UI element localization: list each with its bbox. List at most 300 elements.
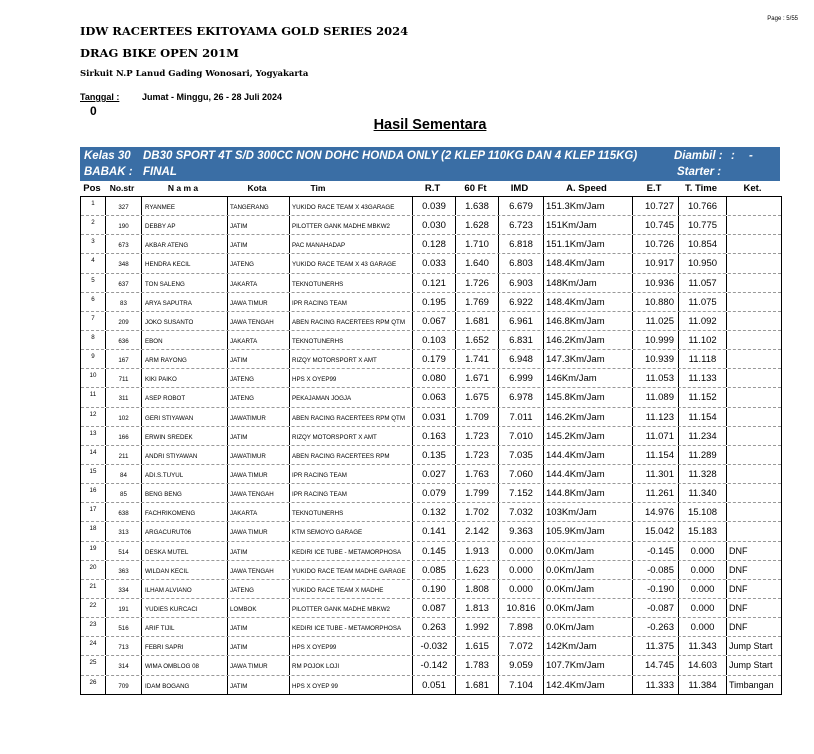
elapsed-time: 11.261 xyxy=(632,484,678,502)
start-number: 638 xyxy=(105,503,141,521)
team-name: HPS X OYEP99 xyxy=(289,369,412,387)
reaction-time: 0.103 xyxy=(412,331,455,349)
imd-time: 7.010 xyxy=(498,427,543,445)
imd-time: 7.152 xyxy=(498,484,543,502)
header-no: No.str xyxy=(109,183,135,193)
sixty-ft-time: 1.671 xyxy=(455,369,498,387)
remark: DNF xyxy=(726,599,781,617)
rider-city: JATENG xyxy=(227,580,289,598)
pos-cell: 19 xyxy=(89,544,97,552)
start-number: 636 xyxy=(105,331,141,349)
rider-name: KIKI PAIKO xyxy=(141,369,227,387)
team-name: RIZQY MOTORSPORT X AMT xyxy=(289,427,412,445)
pos-cell: 3 xyxy=(91,238,95,246)
team-name: YUKIDO RACE TEAM X 43 GARAGE xyxy=(289,254,412,272)
team-name: ABEN RACING RACERTEES RPM QTM xyxy=(289,408,412,426)
imd-time: 6.903 xyxy=(498,274,543,292)
results-title: Hasil Sementara xyxy=(373,117,487,133)
sixty-ft-time: 1.808 xyxy=(455,580,498,598)
sixty-ft-time: 1.813 xyxy=(455,599,498,617)
sixty-ft-time: 1.681 xyxy=(455,676,498,694)
team-name: HPS X OYEP 99 xyxy=(289,676,412,694)
start-number: 85 xyxy=(105,484,141,502)
pos-cell: 22 xyxy=(89,601,97,609)
reaction-time: 0.079 xyxy=(412,484,455,502)
reaction-time: 0.128 xyxy=(412,235,455,253)
rider-city: JATIM xyxy=(227,542,289,560)
rider-city: JAWA TENGAH xyxy=(227,484,289,502)
venue: Sirkuit N.P Lanud Gading Wonosari, Yogyakarta xyxy=(80,69,309,79)
reaction-time: 0.030 xyxy=(412,216,455,234)
imd-time: 10.816 xyxy=(498,599,543,617)
team-name: YUKIDO RACE TEAM X MADHE xyxy=(289,580,412,598)
table-row xyxy=(81,446,781,465)
rider-city: JATIM xyxy=(227,676,289,694)
rider-city: JAWA TENGAH xyxy=(227,312,289,330)
babak-label: BABAK : xyxy=(84,166,133,178)
total-time: 0.000 xyxy=(678,580,726,598)
reaction-time: 0.135 xyxy=(412,446,455,464)
total-time: 15.108 xyxy=(678,503,726,521)
reaction-time: 0.179 xyxy=(412,350,455,368)
total-time: 11.343 xyxy=(678,637,726,655)
reaction-time: 0.163 xyxy=(412,427,455,445)
reaction-time: 0.141 xyxy=(412,522,455,540)
remark: Jump Start xyxy=(726,656,781,674)
imd-time: 6.999 xyxy=(498,369,543,387)
rider-city: JAKARTA xyxy=(227,274,289,292)
team-name: YUKIDO RACE TEAM X 43GARAGE xyxy=(289,197,412,215)
avg-speed: 105.9Km/Jam xyxy=(543,522,632,540)
rider-city: JAWA TIMUR xyxy=(227,293,289,311)
rider-name: TON SALENG xyxy=(141,274,227,292)
start-number: 190 xyxy=(105,216,141,234)
remark xyxy=(726,312,781,330)
pos-cell: 16 xyxy=(89,487,97,495)
elapsed-time: -0.087 xyxy=(632,599,678,617)
avg-speed: 142Km/Jam xyxy=(543,637,632,655)
pos-cell: 2 xyxy=(91,219,95,227)
remark xyxy=(726,369,781,387)
elapsed-time: -0.190 xyxy=(632,580,678,598)
start-number: 313 xyxy=(105,522,141,540)
table-row xyxy=(81,388,781,407)
total-time: 11.152 xyxy=(678,388,726,406)
reaction-time: 0.263 xyxy=(412,618,455,636)
rider-name: JOKO SUSANTO xyxy=(141,312,227,330)
pos-cell: 13 xyxy=(89,429,97,437)
avg-speed: 151.1Km/Jam xyxy=(543,235,632,253)
imd-time: 7.032 xyxy=(498,503,543,521)
start-number: 311 xyxy=(105,388,141,406)
reaction-time: 0.033 xyxy=(412,254,455,272)
table-row xyxy=(81,503,781,522)
event-title: IDW RACERTEES EKITOYAMA GOLD SERIES 2024 xyxy=(80,24,409,38)
elapsed-time: 11.333 xyxy=(632,676,678,694)
elapsed-time: 11.154 xyxy=(632,446,678,464)
total-time: 11.118 xyxy=(678,350,726,368)
date-value: Jumat - Minggu, 26 - 28 Juli 2024 xyxy=(142,92,283,102)
rider-name: DEBBY AP xyxy=(141,216,227,234)
team-name: RIZQY MOTORSPORT X AMT xyxy=(289,350,412,368)
total-time: 11.154 xyxy=(678,408,726,426)
elapsed-time: 10.880 xyxy=(632,293,678,311)
remark: DNF xyxy=(726,618,781,636)
pos-cell: 21 xyxy=(89,582,97,590)
elapsed-time: 11.053 xyxy=(632,369,678,387)
pos-cell: 25 xyxy=(89,659,97,667)
reaction-time: 0.039 xyxy=(412,197,455,215)
table-row xyxy=(81,676,781,694)
imd-time: 6.723 xyxy=(498,216,543,234)
reaction-time: 0.132 xyxy=(412,503,455,521)
pos-cell: 17 xyxy=(89,506,97,514)
elapsed-time: -0.085 xyxy=(632,561,678,579)
reaction-time: 0.067 xyxy=(412,312,455,330)
rider-name: ARYA SAPUTRA xyxy=(141,293,227,311)
remark xyxy=(726,235,781,253)
avg-speed: 0.0Km/Jam xyxy=(543,561,632,579)
imd-time: 0.000 xyxy=(498,580,543,598)
start-number: 167 xyxy=(105,350,141,368)
pos-cell: 20 xyxy=(89,563,97,571)
start-number: 83 xyxy=(105,293,141,311)
team-name: PAC MANAHADAP xyxy=(289,235,412,253)
rider-name: ASEP ROBOT xyxy=(141,388,227,406)
avg-speed: 148Km/Jam xyxy=(543,274,632,292)
elapsed-time: 10.917 xyxy=(632,254,678,272)
header-60ft: 60 Ft xyxy=(464,183,487,194)
reaction-time: -0.142 xyxy=(412,656,455,674)
rider-name: RYANMEE xyxy=(141,197,227,215)
elapsed-time: 11.025 xyxy=(632,312,678,330)
imd-time: 9.059 xyxy=(498,656,543,674)
reaction-time: 0.027 xyxy=(412,465,455,483)
team-name: IPR RACING TEAM xyxy=(289,484,412,502)
team-name: PEKAJAMAN JOGJA xyxy=(289,388,412,406)
avg-speed: 103Km/Jam xyxy=(543,503,632,521)
elapsed-time: 14.976 xyxy=(632,503,678,521)
reaction-time: 0.145 xyxy=(412,542,455,560)
imd-time: 6.679 xyxy=(498,197,543,215)
imd-time: 0.000 xyxy=(498,542,543,560)
header-ket: Ket. xyxy=(743,183,762,194)
imd-time: 7.011 xyxy=(498,408,543,426)
remark xyxy=(726,408,781,426)
start-number: 191 xyxy=(105,599,141,617)
total-time: 0.000 xyxy=(678,618,726,636)
rider-name: IDAM BOGANG xyxy=(141,676,227,694)
rider-city: JAWATIMUR xyxy=(227,446,289,464)
remark xyxy=(726,254,781,272)
header-speed: A. Speed xyxy=(566,183,607,194)
team-name: IPR RACING TEAM xyxy=(289,465,412,483)
remark xyxy=(726,465,781,483)
pos-cell: 24 xyxy=(89,640,97,648)
team-name: RM POJOK LOJI xyxy=(289,656,412,674)
start-number: 516 xyxy=(105,618,141,636)
total-time: 14.603 xyxy=(678,656,726,674)
remark xyxy=(726,331,781,349)
table-row xyxy=(81,350,781,369)
elapsed-time: 10.726 xyxy=(632,235,678,253)
team-name: HPS X OYEP99 xyxy=(289,637,412,655)
start-number: 514 xyxy=(105,542,141,560)
team-name: TEKNOTUNERHS xyxy=(289,331,412,349)
table-row xyxy=(81,274,781,293)
rider-name: ILHAM ALVIANO xyxy=(141,580,227,598)
team-name: KEDIRI ICE TUBE - METAMORPHOSA xyxy=(289,618,412,636)
table-row xyxy=(81,561,781,580)
reaction-time: 0.080 xyxy=(412,369,455,387)
avg-speed: 146.2Km/Jam xyxy=(543,408,632,426)
table-row xyxy=(81,312,781,331)
rider-name: ADI.S.TUYUL xyxy=(141,465,227,483)
table-row xyxy=(81,656,781,675)
sixty-ft-time: 1.702 xyxy=(455,503,498,521)
imd-time: 6.922 xyxy=(498,293,543,311)
avg-speed: 107.7Km/Jam xyxy=(543,656,632,674)
imd-time: 7.072 xyxy=(498,637,543,655)
total-time: 0.000 xyxy=(678,561,726,579)
diambil-value: : xyxy=(731,150,735,162)
rider-name: EBON xyxy=(141,331,227,349)
imd-time: 6.948 xyxy=(498,350,543,368)
total-time: 11.102 xyxy=(678,331,726,349)
class-banner xyxy=(80,147,780,181)
header-ttime: T. Time xyxy=(684,183,718,194)
remark: DNF xyxy=(726,542,781,560)
table-row xyxy=(81,293,781,312)
start-number: 84 xyxy=(105,465,141,483)
remark xyxy=(726,388,781,406)
rider-name: ARM RAYONG xyxy=(141,350,227,368)
rider-name: DESKA MUTEL xyxy=(141,542,227,560)
remark xyxy=(726,293,781,311)
reaction-time: -0.032 xyxy=(412,637,455,655)
total-time: 10.854 xyxy=(678,235,726,253)
sixty-ft-time: 1.675 xyxy=(455,388,498,406)
team-name: PILOTTER GANK MADHE MBKW2 xyxy=(289,216,412,234)
header-et: E.T xyxy=(646,183,662,194)
remark xyxy=(726,522,781,540)
rider-city: TANGERANG xyxy=(227,197,289,215)
reaction-time: 0.121 xyxy=(412,274,455,292)
imd-time: 9.363 xyxy=(498,522,543,540)
elapsed-time: 10.999 xyxy=(632,331,678,349)
table-row xyxy=(81,235,781,254)
header-rt: R.T xyxy=(424,183,441,194)
sixty-ft-time: 1.763 xyxy=(455,465,498,483)
table-row xyxy=(81,369,781,388)
reaction-time: 0.195 xyxy=(412,293,455,311)
remark xyxy=(726,274,781,292)
avg-speed: 144.8Km/Jam xyxy=(543,484,632,502)
start-number: 209 xyxy=(105,312,141,330)
rider-city: JAWA TENGAH xyxy=(227,561,289,579)
total-time: 11.234 xyxy=(678,427,726,445)
avg-speed: 145.2Km/Jam xyxy=(543,427,632,445)
rider-city: JATIM xyxy=(227,618,289,636)
elapsed-time: 10.727 xyxy=(632,197,678,215)
table-row xyxy=(81,637,781,656)
rider-name: HENDRA KECIL xyxy=(141,254,227,272)
total-time: 11.092 xyxy=(678,312,726,330)
team-name: YUKIDO RACE TEAM MADHE GARAGE xyxy=(289,561,412,579)
rider-city: JATENG xyxy=(227,388,289,406)
sixty-ft-time: 1.783 xyxy=(455,656,498,674)
sixty-ft-time: 1.723 xyxy=(455,446,498,464)
start-number: 709 xyxy=(105,676,141,694)
header-name: N a m a xyxy=(167,183,199,193)
avg-speed: 144.4Km/Jam xyxy=(543,446,632,464)
sixty-ft-time: 1.741 xyxy=(455,350,498,368)
rider-city: LOMBOK xyxy=(227,599,289,617)
event-subtitle: DRAG BIKE OPEN 201M xyxy=(80,46,239,60)
rider-name: WIMA OMBLOG 08 xyxy=(141,656,227,674)
table-row xyxy=(81,216,781,235)
start-number: 713 xyxy=(105,637,141,655)
sixty-ft-time: 1.726 xyxy=(455,274,498,292)
total-time: 11.075 xyxy=(678,293,726,311)
table-row xyxy=(81,408,781,427)
rider-name: WILDAN KECIL xyxy=(141,561,227,579)
reaction-time: 0.051 xyxy=(412,676,455,694)
start-number: 166 xyxy=(105,427,141,445)
babak-value: FINAL xyxy=(143,166,177,178)
pos-cell: 10 xyxy=(89,372,97,380)
avg-speed: 142.4Km/Jam xyxy=(543,676,632,694)
table-row xyxy=(81,522,781,541)
table-row xyxy=(81,427,781,446)
rider-city: JATIM xyxy=(227,216,289,234)
rider-name: GERI STIYAWAN xyxy=(141,408,227,426)
date-label: Tanggal : xyxy=(80,92,120,102)
elapsed-time: 15.042 xyxy=(632,522,678,540)
elapsed-time: -0.145 xyxy=(632,542,678,560)
avg-speed: 146Km/Jam xyxy=(543,369,632,387)
team-name: KTM SEMOYO GARAGE xyxy=(289,522,412,540)
elapsed-time: 10.939 xyxy=(632,350,678,368)
table-row xyxy=(81,542,781,561)
table-row xyxy=(81,484,781,503)
sixty-ft-time: 1.652 xyxy=(455,331,498,349)
avg-speed: 148.4Km/Jam xyxy=(543,293,632,311)
header-pos: Pos xyxy=(83,183,101,194)
remark xyxy=(726,503,781,521)
imd-time: 6.961 xyxy=(498,312,543,330)
start-number: 711 xyxy=(105,369,141,387)
avg-speed: 0.0Km/Jam xyxy=(543,618,632,636)
start-number: 673 xyxy=(105,235,141,253)
table-row xyxy=(81,465,781,484)
rider-name: AKBAR ATENG xyxy=(141,235,227,253)
remark: Jump Start xyxy=(726,637,781,655)
rider-city: JATIM xyxy=(227,637,289,655)
sixty-ft-time: 1.638 xyxy=(455,197,498,215)
remark xyxy=(726,197,781,215)
elapsed-time: 11.301 xyxy=(632,465,678,483)
results-table xyxy=(80,196,782,695)
sixty-ft-time: 1.769 xyxy=(455,293,498,311)
team-name: TEKNOTUNERHS xyxy=(289,274,412,292)
total-time: 11.384 xyxy=(678,676,726,694)
rider-city: JAKARTA xyxy=(227,503,289,521)
header-imd: IMD xyxy=(510,183,529,194)
diambil-label: Diambil : xyxy=(674,150,723,162)
imd-time: 7.060 xyxy=(498,465,543,483)
elapsed-time: 10.936 xyxy=(632,274,678,292)
total-time: 11.057 xyxy=(678,274,726,292)
avg-speed: 0.0Km/Jam xyxy=(543,580,632,598)
remark xyxy=(726,484,781,502)
team-name: PILOTTER GANK MADHE MBKW2 xyxy=(289,599,412,617)
start-number: 363 xyxy=(105,561,141,579)
reaction-time: 0.085 xyxy=(412,561,455,579)
elapsed-time: 14.745 xyxy=(632,656,678,674)
remark: DNF xyxy=(726,580,781,598)
table-row xyxy=(81,599,781,618)
table-row xyxy=(81,580,781,599)
team-name: ABEN RACING RACERTEES RPM QTM xyxy=(289,312,412,330)
start-number: 334 xyxy=(105,580,141,598)
rider-city: JAWA TIMUR xyxy=(227,656,289,674)
table-row xyxy=(81,618,781,637)
sixty-ft-time: 1.723 xyxy=(455,427,498,445)
avg-speed: 151.3Km/Jam xyxy=(543,197,632,215)
total-time: 0.000 xyxy=(678,599,726,617)
table-header xyxy=(80,183,780,196)
pos-cell: 7 xyxy=(91,314,95,322)
remark: Timbangan xyxy=(726,676,781,694)
start-number: 327 xyxy=(105,197,141,215)
sixty-ft-time: 1.913 xyxy=(455,542,498,560)
pos-cell: 18 xyxy=(89,525,97,533)
start-number: 637 xyxy=(105,274,141,292)
imd-time: 7.898 xyxy=(498,618,543,636)
imd-time: 6.818 xyxy=(498,235,543,253)
sixty-ft-time: 1.628 xyxy=(455,216,498,234)
avg-speed: 0.0Km/Jam xyxy=(543,542,632,560)
reaction-time: 0.087 xyxy=(412,599,455,617)
pos-cell: 14 xyxy=(89,448,97,456)
elapsed-time: 11.089 xyxy=(632,388,678,406)
rider-city: JAWA TIMUR xyxy=(227,522,289,540)
table-row xyxy=(81,254,781,273)
remark xyxy=(726,446,781,464)
sixty-ft-time: 1.709 xyxy=(455,408,498,426)
imd-time: 0.000 xyxy=(498,561,543,579)
elapsed-time: 11.375 xyxy=(632,637,678,655)
total-time: 11.328 xyxy=(678,465,726,483)
total-time: 10.766 xyxy=(678,197,726,215)
pos-cell: 9 xyxy=(91,353,95,361)
avg-speed: 0.0Km/Jam xyxy=(543,599,632,617)
remark xyxy=(726,427,781,445)
rider-city: JATENG xyxy=(227,254,289,272)
team-name: KEDIRI ICE TUBE - METAMORPHOSA xyxy=(289,542,412,560)
total-time: 0.000 xyxy=(678,542,726,560)
pos-cell: 1 xyxy=(91,200,95,207)
table-row xyxy=(81,331,781,350)
rider-name: ERWIN SREDEK xyxy=(141,427,227,445)
pos-cell: 11 xyxy=(89,391,97,399)
pos-cell: 4 xyxy=(91,257,95,265)
pos-cell: 8 xyxy=(91,333,95,341)
header-tim: Tim xyxy=(310,183,326,193)
avg-speed: 151Km/Jam xyxy=(543,216,632,234)
rider-city: JATIM xyxy=(227,235,289,253)
